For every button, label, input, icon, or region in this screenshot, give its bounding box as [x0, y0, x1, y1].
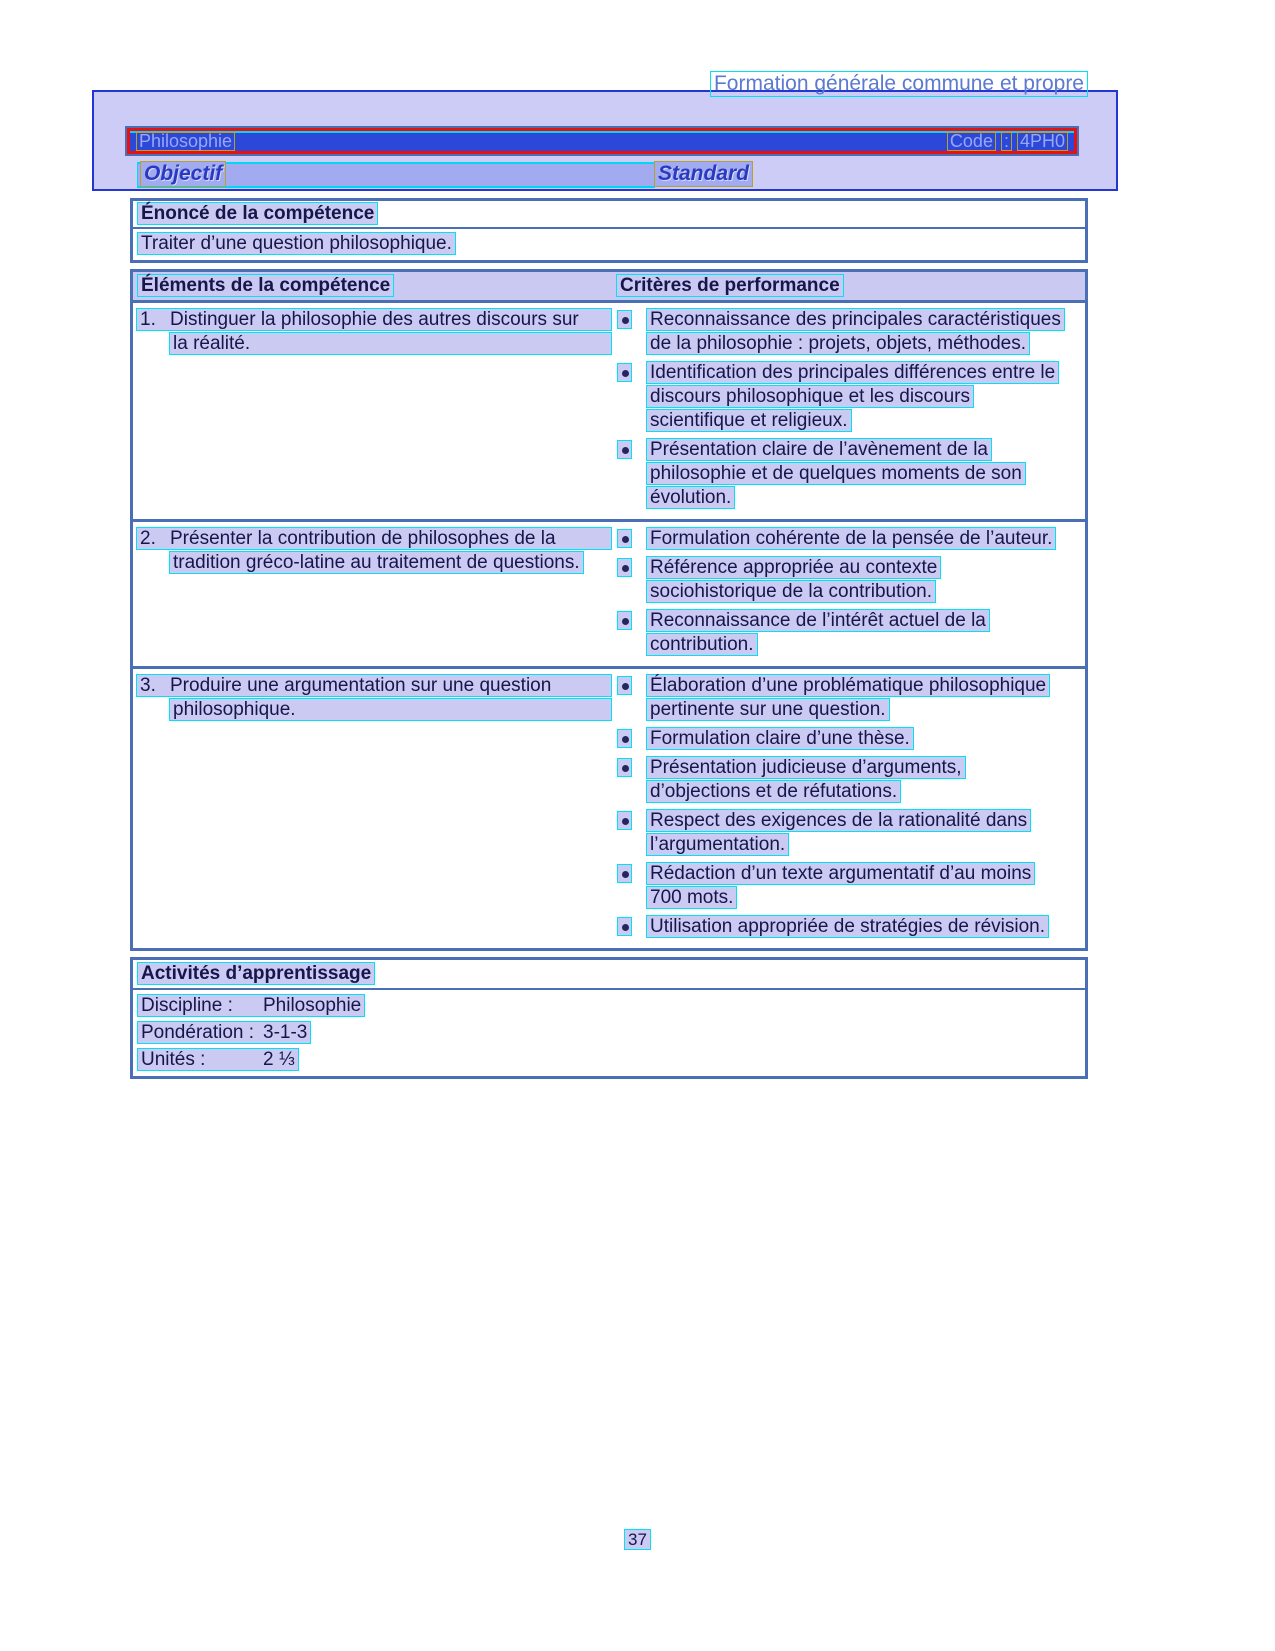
criterion: [614, 556, 1085, 603]
element-cell: [133, 308, 612, 510]
activity-value: Philosophie: [263, 995, 362, 1016]
bullet-icon: [617, 558, 632, 577]
bullet-dot: [622, 736, 629, 743]
criterion: [614, 361, 1085, 432]
activity-value: 3-1-3: [263, 1022, 308, 1043]
competence-table-header: [133, 272, 1085, 303]
criterion-line: scientifique et religieux.: [646, 409, 852, 432]
course-title: Philosophie: [136, 132, 235, 151]
activites-header-row: [133, 960, 1085, 990]
page-footer: [0, 1529, 1275, 1550]
criterion-line: pertinente sur une question.: [646, 698, 890, 721]
element-cell: [133, 674, 612, 939]
bullet-dot: [622, 683, 629, 690]
criterion-line: contribution.: [646, 633, 758, 656]
activity-row: [133, 1017, 1085, 1044]
element-text-line: la réalité.: [169, 332, 612, 355]
document-body: [130, 198, 1088, 1079]
criterion-lines: [646, 809, 1085, 856]
running-header: [710, 71, 1088, 97]
activity-discipline: [137, 994, 365, 1017]
bullet-dot: [622, 924, 629, 931]
bullet-dot: [622, 871, 629, 878]
criterion-line: 700 mots.: [646, 886, 737, 909]
bullet-icon: [617, 811, 632, 830]
criterion-lines: [646, 527, 1085, 550]
element-number: 1.: [140, 309, 156, 330]
enonce-body-row: [133, 229, 1085, 260]
activity-row: [133, 990, 1085, 1017]
bullet-icon: [617, 529, 632, 548]
intro-panel: [92, 90, 1118, 191]
activites-table: [130, 957, 1088, 1079]
objectif-heading: Objectif: [140, 161, 226, 187]
criterion: [614, 727, 1085, 750]
element-header: Éléments de la compétence: [137, 274, 394, 297]
criterion: [614, 915, 1085, 938]
criterion-lines: [646, 674, 1085, 721]
criterion-lines: [646, 862, 1085, 909]
bullet-icon: [617, 363, 632, 382]
criterion: [614, 674, 1085, 721]
enonce-header-row: [133, 201, 1085, 229]
criterion-lines: [646, 727, 1085, 750]
element-text-line: 1. Distinguer la philosophie des autres discours sur: [136, 308, 612, 331]
criterion: [614, 308, 1085, 355]
bullet-icon: [617, 917, 632, 936]
criterion-line: Rédaction d’un texte argumentatif d’au moins: [646, 862, 1035, 885]
element-text-line: philosophique.: [169, 698, 612, 721]
criterion-line: sociohistorique de la contribution.: [646, 580, 936, 603]
criterion-line: Élaboration d’une problématique philosophique: [646, 674, 1050, 697]
criterion-line: Reconnaissance de l’intérêt actuel de la: [646, 609, 990, 632]
activity-row: [133, 1044, 1085, 1076]
element-text-line: tradition gréco-latine au traitement de questions.: [169, 551, 584, 574]
criterion-lines: [646, 609, 1085, 656]
bullet-dot: [622, 370, 629, 377]
course-code-label: Code: [947, 132, 996, 151]
criterion-line: Formulation claire d’une thèse.: [646, 727, 914, 750]
bullet-icon: [617, 440, 632, 459]
activity-label: Pondération :: [141, 1022, 255, 1043]
criterion-line: philosophie et de quelques moments de son: [646, 462, 1026, 485]
page-number: 37: [624, 1529, 651, 1550]
criteria-cell: [612, 674, 1085, 939]
enonce-statement: Traiter d’une question philosophique.: [137, 232, 456, 255]
bullet-dot: [622, 536, 629, 543]
criterion-line: Présentation claire de l’avènement de la: [646, 438, 992, 461]
criterion-line: l’argumentation.: [646, 833, 789, 856]
element-number: 3.: [140, 675, 156, 696]
criterion-line: Utilisation appropriée de stratégies de révision.: [646, 915, 1049, 938]
criterion-lines: [646, 756, 1085, 803]
element-header-cell: [137, 274, 616, 297]
bullet-icon: [617, 864, 632, 883]
criterion-lines: [646, 915, 1085, 938]
bullet-icon: [617, 676, 632, 695]
criterion-line: Référence appropriée au contexte: [646, 556, 941, 579]
criteria-cell: [612, 308, 1085, 510]
criterion: [614, 809, 1085, 856]
criterion-line: évolution.: [646, 486, 735, 509]
criterion-line: Présentation judicieuse d’arguments,: [646, 756, 966, 779]
criterion: [614, 438, 1085, 509]
criteria-header: Critères de performance: [616, 274, 844, 297]
course-banner: [127, 128, 1077, 154]
activity-unites: [137, 1048, 299, 1071]
table-row: [133, 666, 1085, 948]
element-number: 2.: [140, 528, 156, 549]
bullet-dot: [622, 818, 629, 825]
element-text-line: 2. Présenter la contribution de philosophes de la: [136, 527, 612, 550]
competence-rows: [133, 303, 1085, 948]
criterion-line: Reconnaissance des principales caractéristiques: [646, 308, 1065, 331]
criterion-line: d’objections et de réfutations.: [646, 780, 901, 803]
criterion-lines: [646, 361, 1085, 432]
activity-ponderation: [137, 1021, 311, 1044]
activity-value: 2 ⅓: [263, 1049, 295, 1070]
bullet-dot: [622, 447, 629, 454]
table-row: [133, 303, 1085, 519]
activity-label: Unités :: [141, 1049, 206, 1070]
running-header-text: Formation générale commune et propre: [710, 71, 1088, 97]
criterion: [614, 756, 1085, 803]
criterion-lines: [646, 438, 1085, 509]
course-code-separator: :: [1001, 132, 1012, 151]
criterion-line: de la philosophie : projets, objets, méthodes.: [646, 332, 1030, 355]
course-code-value: 4PH0: [1017, 132, 1068, 151]
element-cell: [133, 527, 612, 657]
criterion-line: Respect des exigences de la rationalité dans: [646, 809, 1031, 832]
bullet-dot: [622, 618, 629, 625]
bullet-icon: [617, 611, 632, 630]
criterion-line: Identification des principales différences entre le: [646, 361, 1059, 384]
bullet-icon: [617, 758, 632, 777]
competence-table: [130, 269, 1088, 951]
criterion-line: discours philosophique et les discours: [646, 385, 974, 408]
criterion-line: Formulation cohérente de la pensée de l’auteur.: [646, 527, 1056, 550]
bullet-dot: [622, 765, 629, 772]
criterion-lines: [646, 308, 1085, 355]
criterion: [614, 527, 1085, 550]
activites-header: Activités d’apprentissage: [137, 962, 375, 985]
criterion: [614, 862, 1085, 909]
bullet-dot: [622, 565, 629, 572]
standard-heading: Standard: [654, 161, 753, 187]
bullet-icon: [617, 729, 632, 748]
bullet-dot: [622, 317, 629, 324]
criteria-header-cell: [616, 274, 1081, 297]
table-row: [133, 519, 1085, 666]
enonce-header: Énoncé de la compétence: [137, 202, 378, 225]
bullet-icon: [617, 310, 632, 329]
criterion: [614, 609, 1085, 656]
element-text-line: 3. Produire une argumentation sur une question: [136, 674, 612, 697]
enonce-table: [130, 198, 1088, 263]
activity-label: Discipline :: [141, 995, 233, 1016]
criterion-lines: [646, 556, 1085, 603]
criteria-cell: [612, 527, 1085, 657]
